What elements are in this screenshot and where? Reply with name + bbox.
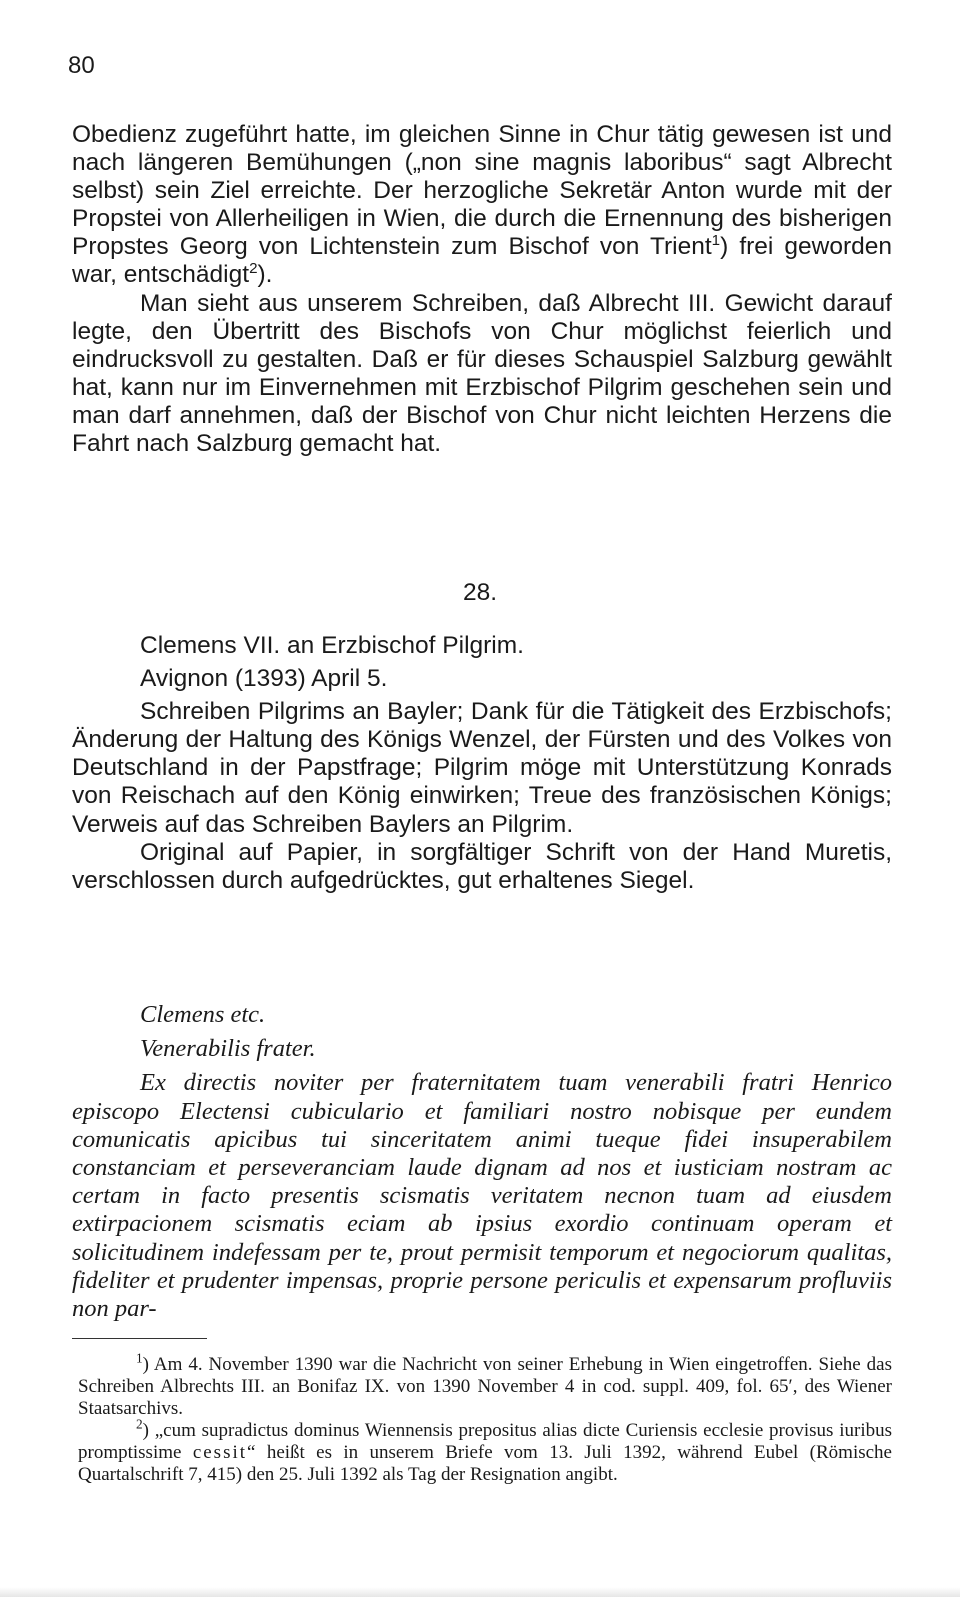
document-number: 28. [462, 579, 498, 606]
latin-body: Ex directis noviter per fraternitatem tuam venerabili fratri Henrico episcopo Electensi cubiculario et familiari nostro nobisque per eundem comunicatis apicibus tui sinceritatem animi tueque fidei insuperabilem constanciam et perseveranciam laude dignam ad nos et iusticiam nostram ac certam in facto presentis scismatis veritatem necnon tuam ad eiusdem extirpacionem scismatis eciam ab ipsius exordio continuam operam et solicitudinem indefessam per te, prout permisit temporum et negociorum qualitas, fideliter et prudenter impensas, proprie persone periculis et expensarum profluviis non par- [72, 1069, 892, 1323]
footnote-1-marker: 1 [136, 1350, 143, 1366]
document-summary: Schreiben Pilgrims an Bayler; Dank für die Tätigkeit des Erzbischofs; Änderung der Haltung des Königs Wenzel, der Fürsten und des Volkes von Deutschland in der Papstfrage; Pilgrim möge mit Unterstützung Konrads von Reischach auf den König einwirken; Treue des französischen Königs; Verweis auf das Schreiben Baylers an Pilgrim. [72, 698, 892, 838]
footnote-1 [78, 1350, 892, 1420]
latin-text [72, 1001, 892, 1323]
document-description: Original auf Papier, in sorgfältiger Schrift von der Hand Muretis, verschlossen durch aufgedrücktes, gut erhaltenes Siegel. [72, 838, 892, 894]
paragraph-1-part-c: ). [257, 261, 273, 289]
footnote-ref-2[interactable]: 2 [249, 260, 258, 278]
footnote-2-text-b: “ heißt es in unserem Briefe vom 13. Juli 1392, während Eubel (Römische Quartalschrift 7, 415) den 25. Juli 1392 als Tag der Resignation angibt. [78, 1442, 892, 1485]
footnote-2 [78, 1416, 892, 1486]
page-number: 80 [68, 52, 95, 79]
footnote-ref-1[interactable]: 1 [711, 232, 721, 250]
paragraph-1-part-b: ) frei geworden war, entschädigt [72, 233, 892, 289]
footnote-2-text-a: ) „cum supradictus dominus Wiennensis prepositus alias dicte Curiensis ecclesie provisus iuribus promptissime [78, 1420, 892, 1463]
latin-salutation: Venerabilis frater. [140, 1035, 316, 1063]
document-header [72, 632, 892, 895]
body-text [72, 121, 892, 458]
footnote-1-text: ) Am 4. November 1390 war die Nachricht von seiner Erhebung in Wien eingetroffen. Siehe das Schreiben Albrechts III. an Bonifaz IX. von 1390 November 4 in cod. suppl. 409, fol. 65′, des Wiener Staatsarchivs. [78, 1354, 892, 1419]
document-date: Avignon (1393) April 5. [140, 665, 388, 693]
paragraph-1-part-a: Obedienz zugeführt hatte, im gleichen Sinne in Chur tätig gewesen ist und nach längeren Bemühungen („non sine magnis laboribus“ sagt Albrecht selbst) sein Ziel erreichte. Der herzogliche Sekretär Anton wurde mit der Propstei von Allerheiligen in Wien, die durch die Ernennung des bisherigen Propstes Georg von Lichtenstein zum Bischof von Trient [72, 121, 892, 261]
footnote-2-spaced-word: cessit [192, 1442, 248, 1463]
document-title: Clemens VII. an Erzbischof Pilgrim. [140, 632, 524, 659]
paragraph-1 [72, 121, 892, 290]
paragraph-2: Man sieht aus unserem Schreiben, daß Albrecht III. Gewicht darauf legte, den Übertritt des Bischofs von Chur möglichst feierlich und eindrucksvoll zu gestalten. Daß er für dieses Schauspiel Salzburg gewählt hat, kann nur im Einvernehmen mit Erzbischof Pilgrim geschehen sein und man darf annehmen, daß der Bischof von Chur nicht leichten Herzens die Fahrt nach Salzburg gemacht hat. [72, 289, 892, 458]
latin-opening: Clemens etc. [140, 1001, 266, 1028]
footnotes [78, 1350, 892, 1486]
footnote-divider [72, 1338, 207, 1339]
scan-bottom-edge [0, 1587, 960, 1597]
footnote-2-marker: 2 [136, 1416, 143, 1432]
